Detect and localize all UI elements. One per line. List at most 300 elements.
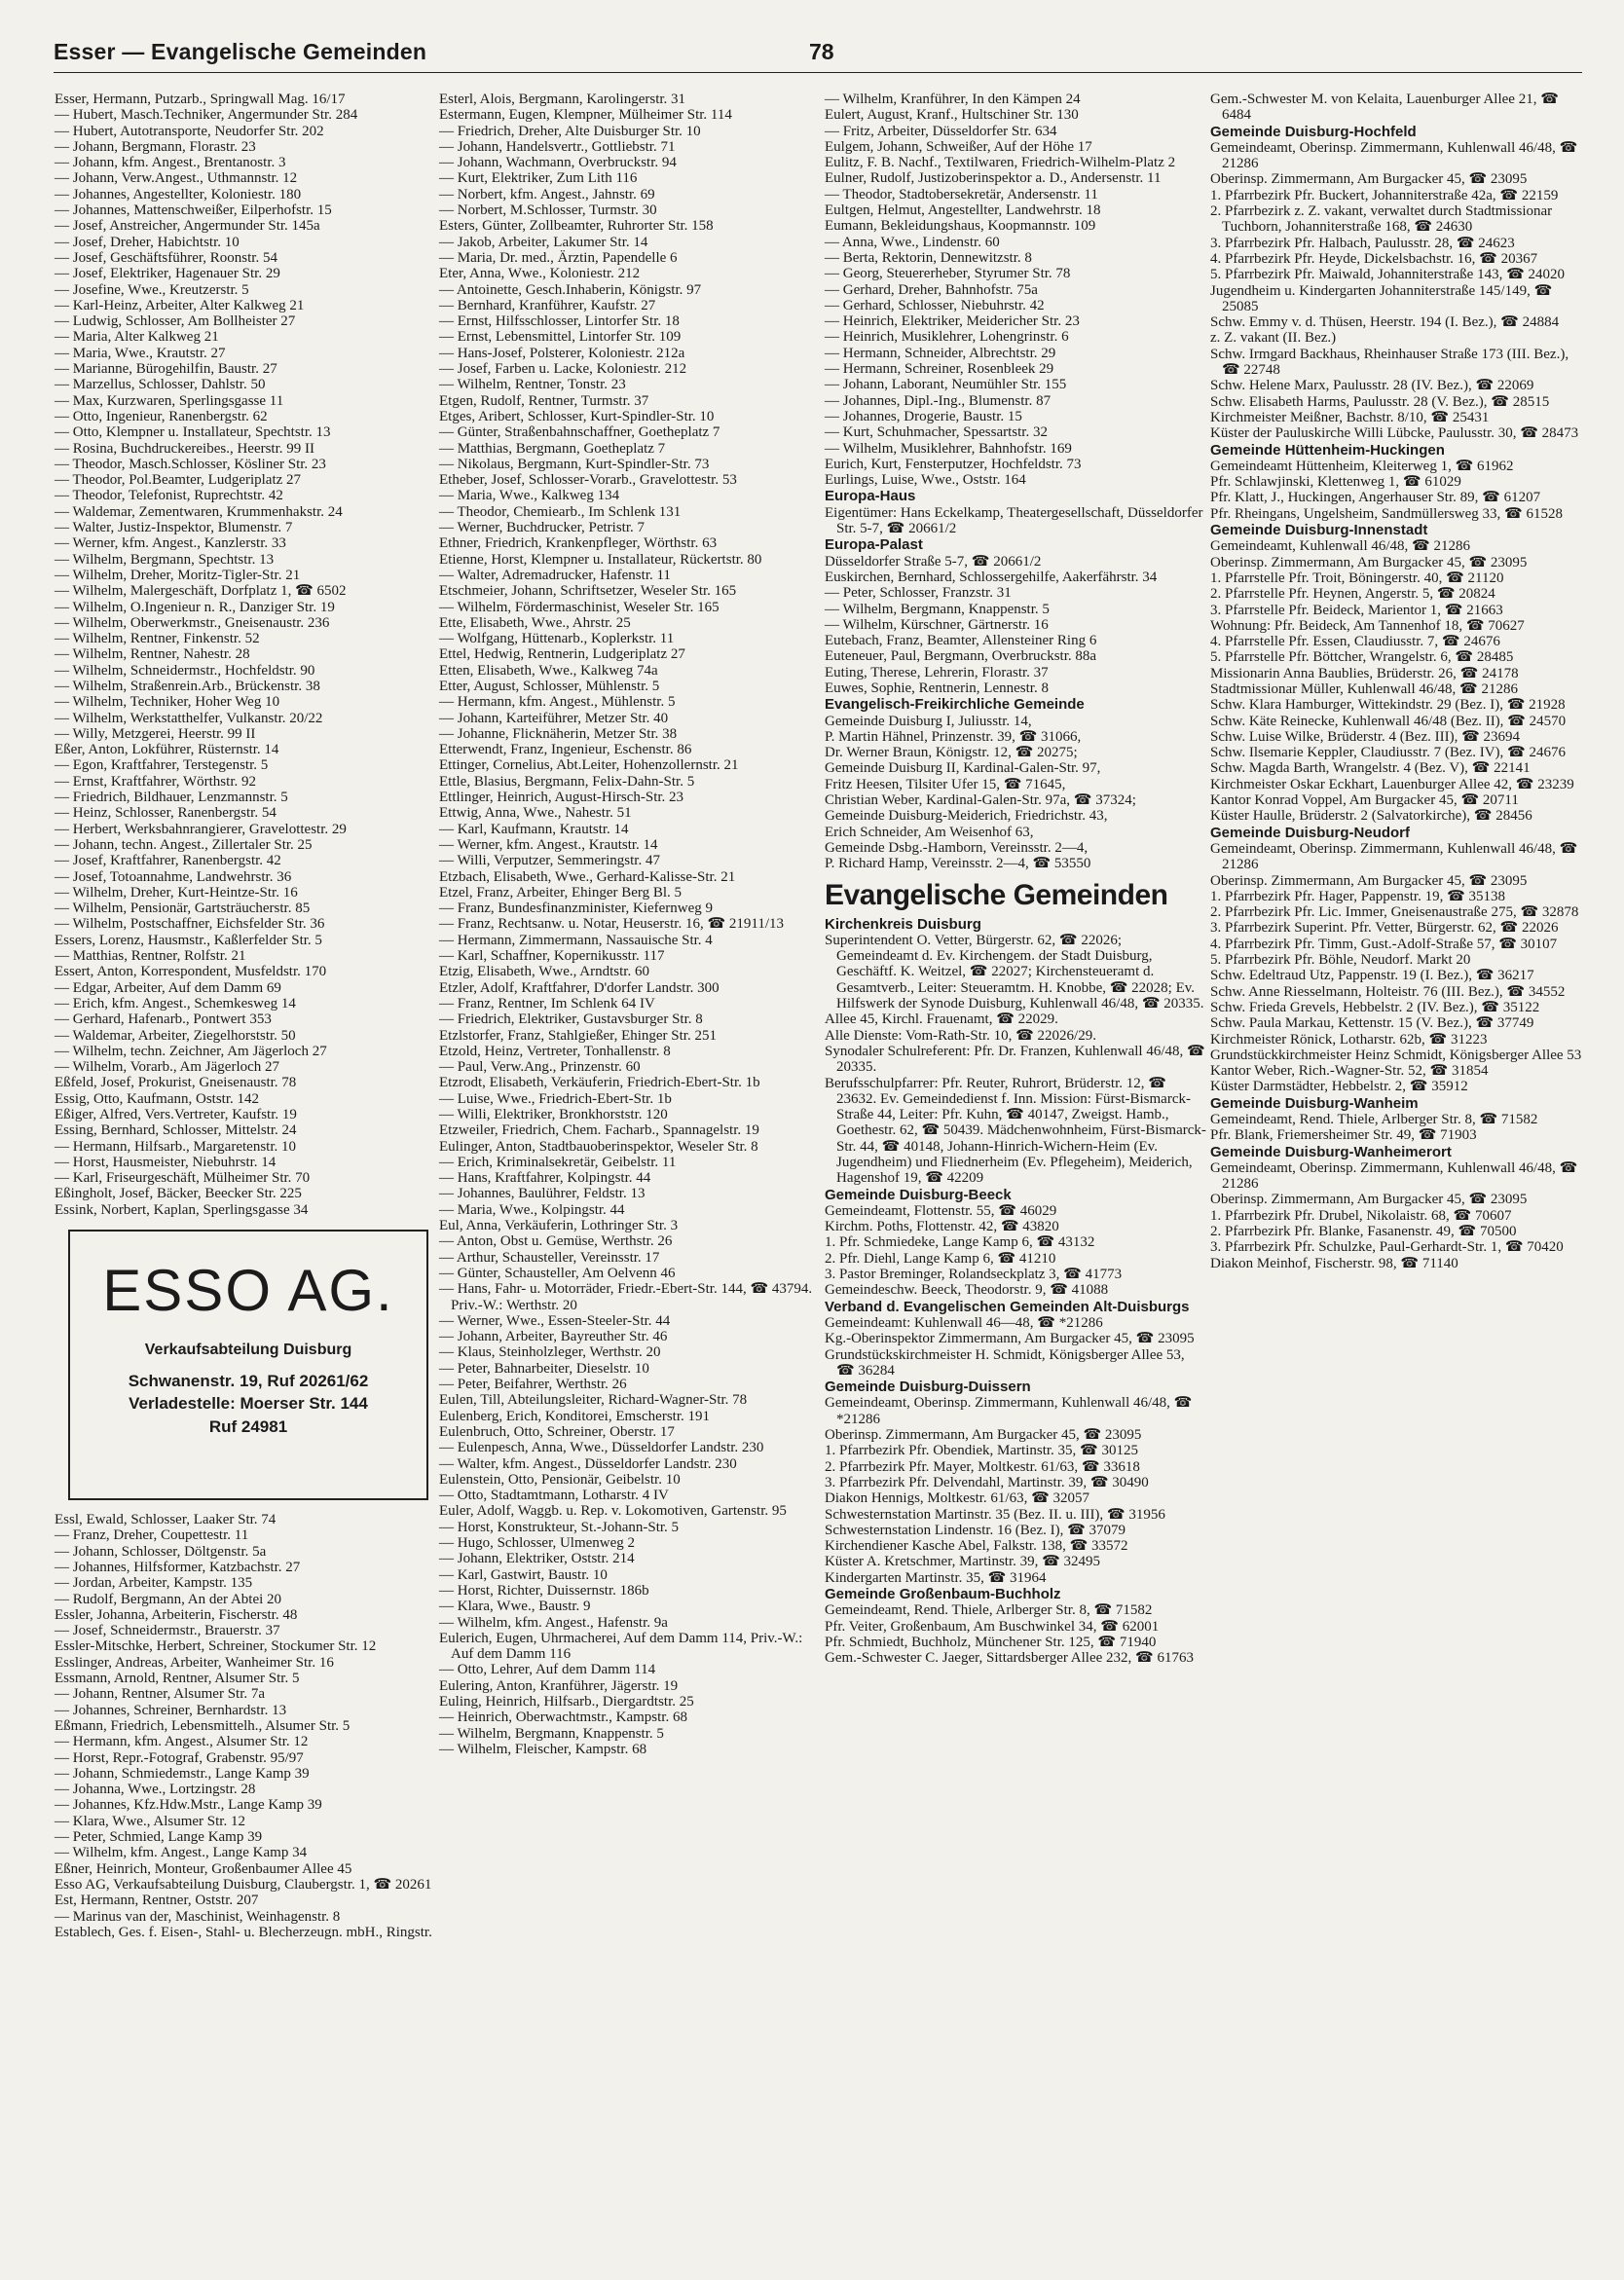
directory-entry: Gemeindeamt, Oberinsp. Zimmermann, Kuhlenwall 46/48, ☎ 21286 (1210, 1159, 1578, 1193)
directory-entry: — Wilhelm, Vorarb., Am Jägerloch 27 (55, 1059, 280, 1076)
directory-entry: Gemeindeamt, Oberinsp. Zimmermann, Kuhlenwall 46/48, ☎ 21286 (1210, 139, 1578, 172)
directory-entry: — Johann, techn. Angest., Zillertaler Str. 25 (55, 836, 313, 853)
directory-entry: Ethner, Friedrich, Krankenpfleger, Wörthstr. 63 (439, 535, 718, 552)
directory-entry: Ettle, Blasius, Bergmann, Felix-Dahn-Str. 5 (439, 773, 695, 790)
directory-entry: — Ernst, Lebensmittel, Lintorfer Str. 109 (439, 329, 682, 346)
directory-entry: — Karl-Heinz, Arbeiter, Alter Kalkweg 21 (55, 297, 305, 313)
section-heading: Gemeinde Duisburg-Innenstadt (1210, 522, 1428, 539)
directory-entry: Etten, Elisabeth, Wwe., Kalkweg 74a (439, 662, 658, 679)
directory-entry: Eultgen, Helmut, Angestellter, Landwehrstr. 18 (825, 202, 1101, 219)
directory-entry: Esslinger, Andreas, Arbeiter, Wanheimer Str. 16 (55, 1654, 334, 1671)
directory-entry: Schw. Magda Barth, Wrangelstr. 4 (Bez. V), ☎ 22141 (1210, 760, 1531, 777)
directory-entry: — Josef, Anstreicher, Angermunder Str. 145a (55, 218, 320, 235)
directory-entry: — Hans-Josef, Polsterer, Koloniestr. 212a (439, 345, 685, 361)
directory-entry: — Werner, kfm. Angest., Krautstr. 14 (439, 836, 658, 853)
directory-entry: Eulner, Rudolf, Justizoberinspektor a. D., Andersenstr. 11 (825, 170, 1162, 187)
directory-entry: — Josef, Elektriker, Hagenauer Str. 29 (55, 266, 280, 282)
directory-entry: — Wilhelm, Kranführer, In den Kämpen 24 (825, 92, 1081, 107)
directory-entry: Etschmeier, Johann, Schriftsetzer, Weseler Str. 165 (439, 583, 737, 600)
directory-entry: Etzold, Heinz, Vertreter, Tonhallenstr. 8 (439, 1043, 671, 1059)
directory-entry: Kirchendiener Kasche Abel, Falkstr. 138, ☎ 33572 (825, 1538, 1128, 1555)
directory-entry: Diakon Hennigs, Moltkestr. 61/63, ☎ 32057 (825, 1490, 1090, 1507)
directory-entry: — Herbert, Werksbahnrangierer, Gravelottestr. 29 (55, 821, 347, 837)
directory-entry: Gemeindeamt, Kuhlenwall 46/48, ☎ 21286 (1210, 538, 1470, 555)
directory-entry: Eul, Anna, Verkäuferin, Lothringer Str. 3 (439, 1218, 679, 1234)
directory-entry: — Edgar, Arbeiter, Auf dem Damm 69 (55, 979, 281, 996)
directory-entry: — Wilhelm, Kürschner, Gärtnerstr. 16 (825, 616, 1049, 633)
esso-advertisement (68, 1230, 428, 1500)
directory-entry: Essert, Anton, Korrespondent, Musfeldstr. 170 (55, 964, 327, 980)
directory-entry: — Peter, Schmied, Lange Kamp 39 (55, 1829, 263, 1846)
directory-entry: Establech, Ges. f. Eisen-, Stahl- u. Blecherzeugn. mbH., Ringstr. (55, 1924, 432, 1940)
directory-entry: — Rosina, Buchdruckereibes., Heerstr. 99 II (55, 440, 315, 457)
directory-entry: — Heinrich, Musiklehrer, Lohengrinstr. 6 (825, 329, 1069, 346)
directory-entry: — Hermann, Hilfsarb., Margaretenstr. 10 (55, 1138, 296, 1155)
directory-entry: Eulinger, Anton, Stadtbauoberinspektor, Weseler Str. 8 (439, 1138, 758, 1155)
directory-entry: — Otto, Klempner u. Installateur, Spechtstr. 13 (55, 424, 331, 441)
directory-entry: 3. Pastor Breminger, Rolandseckplatz 3, ☎ 41773 (825, 1267, 1123, 1283)
directory-entry: 2. Pfarrbezirk Pfr. Mayer, Moltkestr. 61/63, ☎ 33618 (825, 1458, 1140, 1475)
directory-entry: Eßingholt, Josef, Bäcker, Beecker Str. 225 (55, 1186, 302, 1202)
section-heading: Gemeinde Duisburg-Hochfeld (1210, 123, 1417, 140)
directory-entry: — Ernst, Kraftfahrer, Wörthstr. 92 (55, 773, 256, 790)
directory-entry: — Gerhard, Dreher, Bahnhofstr. 75a (825, 281, 1038, 298)
directory-entry: Wohnung: Pfr. Beideck, Am Tannenhof 18, ☎ 70627 (1210, 617, 1525, 634)
directory-entry: — Johannes, Drogerie, Baustr. 15 (825, 408, 1022, 424)
directory-entry: 2. Pfarrbezirk z. Z. vakant, verwaltet durch Stadtmissionar Tuchborn, Johanniterstraße 168, ☎ 24630 (1210, 203, 1553, 236)
directory-entry: — Theodor, Stadtobersekretär, Andersenstr. 11 (825, 186, 1098, 202)
directory-entry: — Werner, Buchdrucker, Petristr. 7 (439, 520, 646, 536)
directory-entry: — Otto, Lehrer, Auf dem Damm 114 (439, 1662, 656, 1678)
directory-entry: — Werner, Wwe., Essen-Steeler-Str. 44 (439, 1312, 671, 1329)
directory-entry: — Waldemar, Arbeiter, Ziegelhorststr. 50 (55, 1027, 296, 1044)
directory-entry: — Johann, Schlosser, Döltgenstr. 5a (55, 1543, 267, 1560)
directory-entry: Pfr. Schlawjinski, Klettenweg 1, ☎ 61029 (1210, 474, 1461, 491)
directory-entry: Gemeinde Dsbg.-Hamborn, Vereinsstr. 2—4, (825, 839, 1089, 856)
directory-entry: Schw. Luise Wilke, Brüderstr. 4 (Bez. III), ☎ 23694 (1210, 728, 1521, 745)
directory-entry: Oberinsp. Zimmermann, Am Burgacker 45, ☎ 23095 (1210, 171, 1528, 188)
directory-entry: 3. Pfarrbezirk Pfr. Schulzke, Paul-Gerhardt-Str. 1, ☎ 70420 (1210, 1239, 1564, 1256)
directory-entry: 1. Pfr. Schmiedeke, Lange Kamp 6, ☎ 43132 (825, 1234, 1095, 1251)
directory-entry: — Franz, Bundesfinanzminister, Kiefernweg 9 (439, 901, 713, 917)
directory-entry: — Klaus, Steinholzleger, Werthstr. 20 (439, 1344, 661, 1361)
column-3 (825, 92, 1206, 1667)
directory-entry: 5. Pfarrstelle Pfr. Böttcher, Wrangelstr. 6, ☎ 28485 (1210, 649, 1514, 666)
directory-entry: — Jordan, Arbeiter, Kampstr. 135 (55, 1575, 253, 1592)
directory-entry: Oberinsp. Zimmermann, Am Burgacker 45, ☎ 23095 (1210, 554, 1528, 570)
directory-entry: — Johann, kfm. Angest., Brentanostr. 3 (55, 155, 286, 171)
directory-entry: Schw. Frieda Grevels, Hebbelstr. 2 (IV. Bez.), ☎ 35122 (1210, 999, 1540, 1015)
directory-entry: — Johannes, Dipl.-Ing., Blumenstr. 87 (825, 392, 1052, 409)
directory-entry: — Willy, Metzgerei, Heerstr. 99 II (55, 725, 256, 742)
directory-entry: — Wilhelm, techn. Zeichner, Am Jägerloch 27 (55, 1043, 327, 1059)
directory-entry: Etter, August, Schlosser, Mühlenstr. 5 (439, 678, 660, 694)
directory-entry: Kindergarten Martinstr. 35, ☎ 31964 (825, 1569, 1047, 1586)
directory-entry: 3. Pfarrbezirk Pfr. Delvendahl, Martinstr. 39, ☎ 30490 (825, 1474, 1149, 1490)
directory-entry: Schw. Klara Hamburger, Wittekindstr. 29 (Bez. I), ☎ 21928 (1210, 697, 1566, 714)
directory-entry: Gemeindeamt Hüttenheim, Kleiterweg 1, ☎ 61962 (1210, 458, 1514, 474)
directory-entry: — Erich, Kriminalsekretär, Geibelstr. 11 (439, 1154, 677, 1170)
directory-entry: — Friedrich, Elektriker, Gustavsburger Str. 8 (439, 1011, 703, 1028)
directory-entry: Eulenbruch, Otto, Schreiner, Oberstr. 17 (439, 1423, 675, 1440)
directory-entry: — Johanne, Flicknäherin, Metzer Str. 38 (439, 725, 678, 742)
directory-entry: 2. Pfr. Diehl, Lange Kamp 6, ☎ 41210 (825, 1250, 1056, 1267)
directory-entry: — Wilhelm, kfm. Angest., Lange Kamp 34 (55, 1845, 308, 1861)
directory-entry: Gem.-Schwester M. von Kelaita, Lauenburger Allee 21, ☎ 6484 (1210, 92, 1559, 124)
directory-entry: — Friedrich, Bildhauer, Lenzmannstr. 5 (55, 790, 288, 806)
directory-entry: Gemeindeamt, Oberinsp. Zimmermann, Kuhlenwall 46/48, ☎ *21286 (825, 1395, 1193, 1427)
directory-entry: Superintendent O. Vetter, Bürgerstr. 62, ☎ 22026; Gemeindeamt d. Ev. Kirchengem. der Stadt Duisburg, Geschäftf. K. Weitzel, ☎ 22027; Kirchensteueramt d. Gesamtverb., Leiter: Steueramtm. H. Knobbe, ☎ 22028; Ev. Hilfswerk der Synode Duisburg, Kuhlenwall 46/48, ☎ 20335. (825, 932, 1204, 1012)
directory-entry: Essing, Bernhard, Schlosser, Mittelstr. 24 (55, 1122, 297, 1139)
page-header (54, 39, 1582, 73)
directory-entry: — Maria, Wwe., Krautstr. 27 (55, 345, 226, 361)
directory-entry: — Ernst, Hilfsschlosser, Lintorfer Str. 18 (439, 313, 680, 330)
directory-entry: — Wilhelm, Bergmann, Knappenstr. 5 (825, 601, 1050, 617)
directory-entry: — Hermann, kfm. Angest., Alsumer Str. 12 (55, 1734, 309, 1750)
directory-entry: — Gerhard, Schlosser, Niebuhrstr. 42 (825, 297, 1045, 313)
directory-entry: Gemeinde Duisburg I, Juliusstr. 14, (825, 713, 1032, 729)
directory-entry: — Josef, Kraftfahrer, Ranenbergstr. 42 (55, 853, 281, 869)
section-heading: Europa-Palast (825, 536, 923, 554)
directory-entry: — Erich, kfm. Angest., Schemkesweg 14 (55, 995, 296, 1011)
ad-department: Verkaufsabteilung Duisburg (144, 1342, 352, 1359)
directory-entry: Etzlstorfer, Franz, Stahlgießer, Ehinger Str. 251 (439, 1027, 717, 1044)
directory-entry: — Johannes, Hilfsformer, Katzbachstr. 27 (55, 1559, 301, 1575)
directory-entry: — Wilhelm, Pensionär, Gartsträucherstr. 85 (55, 901, 311, 917)
directory-entry: 2. Pfarrbezirk Pfr. Blanke, Fasanenstr. 49, ☎ 70500 (1210, 1224, 1517, 1240)
directory-entry: — Kurt, Elektriker, Zum Lith 116 (439, 170, 638, 187)
directory-entry: 3. Pfarrbezirk Pfr. Halbach, Paulusstr. 28, ☎ 24623 (1210, 235, 1515, 251)
directory-entry: Esters, Günter, Zollbeamter, Ruhrorter Str. 158 (439, 218, 714, 235)
directory-entry: — Waldemar, Zementwaren, Krummenhakstr. 24 (55, 503, 343, 520)
directory-entry: — Josefine, Wwe., Kreutzerstr. 5 (55, 281, 249, 298)
directory-entry: — Johann, Laborant, Neumühler Str. 155 (825, 377, 1067, 393)
directory-entry: 1. Pfarrstelle Pfr. Troit, Böningerstr. 40, ☎ 21120 (1210, 570, 1504, 586)
directory-entry: — Johannes, Angestellter, Koloniestr. 180 (55, 186, 302, 202)
directory-entry: — Arthur, Schausteller, Vereinsstr. 17 (439, 1249, 660, 1266)
directory-entry: Pfr. Schmiedt, Buchholz, Münchener Str. 125, ☎ 71940 (825, 1634, 1157, 1650)
directory-entry: — Norbert, kfm. Angest., Jahnstr. 69 (439, 186, 655, 202)
directory-entry: — Johannes, Kfz.Hdw.Mstr., Lange Kamp 39 (55, 1797, 322, 1814)
column-2 (439, 92, 821, 1757)
directory-entry: Euwes, Sophie, Rentnerin, Lennestr. 8 (825, 680, 1049, 696)
directory-entry: Stadtmissionar Müller, Kuhlenwall 46/48, ☎ 21286 (1210, 680, 1518, 697)
directory-entry: Oberinsp. Zimmermann, Am Burgacker 45, ☎ 23095 (1210, 1192, 1528, 1208)
directory-entry: Eßfeld, Josef, Prokurist, Gneisenaustr. 78 (55, 1075, 297, 1091)
directory-entry: — Theodor, Masch.Schlosser, Kösliner Str. 23 (55, 456, 326, 472)
directory-entry: Pfr. Veiter, Großenbaum, Am Buschwinkel 34, ☎ 62001 (825, 1618, 1160, 1635)
directory-entry: — Wilhelm, Techniker, Hoher Weg 10 (55, 694, 280, 711)
directory-entry: Essig, Otto, Kaufmann, Oststr. 142 (55, 1090, 259, 1107)
directory-entry: Eßer, Anton, Lokführer, Rüsternstr. 14 (55, 742, 279, 758)
directory-entry: — Fritz, Arbeiter, Düsseldorfer Str. 634 (825, 123, 1057, 139)
directory-entry: P. Martin Hähnel, Prinzenstr. 39, ☎ 31066, (825, 728, 1082, 745)
directory-entry: Pfr. Blank, Friemersheimer Str. 49, ☎ 71903 (1210, 1127, 1477, 1144)
directory-entry: — Peter, Bahnarbeiter, Dieselstr. 10 (439, 1360, 649, 1377)
directory-entry: Ettel, Hedwig, Rentnerin, Ludgeriplatz 27 (439, 646, 685, 663)
directory-entry: 1. Pfarrbezirk Pfr. Buckert, Johanniterstraße 42a, ☎ 22159 (1210, 187, 1559, 203)
directory-entry: Schw. Helene Marx, Paulusstr. 28 (IV. Bez.), ☎ 22069 (1210, 378, 1534, 394)
directory-entry: — Heinrich, Elektriker, Meidericher Str. 23 (825, 313, 1080, 330)
directory-entry: Missionarin Anna Baublies, Brüderstr. 26, ☎ 24178 (1210, 665, 1519, 681)
directory-entry: Euskirchen, Bernhard, Schlossergehilfe, Aakerfährstr. 34 (825, 569, 1158, 585)
directory-entry: — Horst, Konstrukteur, St.-Johann-Str. 5 (439, 1519, 680, 1535)
directory-entry: — Wilhelm, Rentner, Tonstr. 23 (439, 377, 626, 393)
column-1 (55, 92, 436, 1940)
directory-entry: Eulitz, F. B. Nachf., Textilwaren, Friedrich-Wilhelm-Platz 2 (825, 155, 1176, 171)
directory-entry: Schw. Irmgard Backhaus, Rheinhauser Straße 173 (III. Bez.), ☎ 22748 (1210, 346, 1569, 379)
directory-entry: Etienne, Horst, Klempner u. Installateur, Rückertstr. 80 (439, 551, 762, 568)
directory-entry: Est, Hermann, Rentner, Oststr. 207 (55, 1893, 259, 1909)
directory-entry: Etgen, Rudolf, Rentner, Turmstr. 37 (439, 392, 649, 409)
running-head: Esser — Evangelische Gemeinden (54, 39, 427, 64)
section-heading: Gemeinde Duisburg-Beeck (825, 1186, 1012, 1203)
directory-entry: Ette, Elisabeth, Wwe., Ahrstr. 25 (439, 614, 631, 631)
directory-entry: — Hermann, Schreiner, Rosenbleek 29 (825, 361, 1054, 378)
directory-entry: — Egon, Kraftfahrer, Terstegenstr. 5 (55, 757, 269, 774)
directory-entry: — Friedrich, Dreher, Alte Duisburger Str. 10 (439, 123, 701, 139)
ad-brand: ESSO AG. (102, 1258, 394, 1324)
directory-entry: — Peter, Schlosser, Franzstr. 31 (825, 585, 1012, 602)
page-number: 78 (809, 39, 834, 64)
main-section-heading: Evangelische Gemeinden (825, 878, 1168, 911)
directory-entry: Ettwig, Anna, Wwe., Nahestr. 51 (439, 805, 632, 822)
directory-entry: Kirchmeister Oskar Eckhart, Lauenburger Allee 42, ☎ 23239 (1210, 776, 1574, 792)
directory-entry: Kirchmeister Meißner, Bachstr. 8/10, ☎ 25431 (1210, 409, 1490, 425)
directory-entry: — Paul, Verw.Ang., Prinzenstr. 60 (439, 1059, 641, 1076)
directory-entry: Kantor Weber, Rich.-Wagner-Str. 52, ☎ 31854 (1210, 1063, 1489, 1080)
directory-entry: — Marzellus, Schlosser, Dahlstr. 50 (55, 377, 266, 393)
directory-entry: — Maria, Wwe., Kolpingstr. 44 (439, 1201, 625, 1218)
directory-entry: Esser, Hermann, Putzarb., Springwall Mag. 16/17 (55, 92, 346, 107)
directory-entry: Christian Weber, Kardinal-Galen-Str. 97a, ☎ 37324; (825, 792, 1136, 809)
directory-entry: Schw. Käte Reinecke, Kuhlenwall 46/48 (Bez. II), ☎ 24570 (1210, 713, 1567, 729)
directory-entry: Schw. Ilsemarie Keppler, Claudiusstr. 7 (Bez. IV), ☎ 24676 (1210, 745, 1566, 761)
directory-entry: Eßmann, Friedrich, Lebensmittelh., Alsumer Str. 5 (55, 1717, 351, 1734)
directory-entry: — Günter, Schausteller, Am Oelvenn 46 (439, 1265, 676, 1281)
directory-entry: — Horst, Hausmeister, Niebuhrstr. 14 (55, 1154, 277, 1170)
directory-entry: Kg.-Oberinspektor Zimmermann, Am Burgacker 45, ☎ 23095 (825, 1331, 1195, 1347)
directory-entry: — Wilhelm, Fördermaschinist, Weseler Str. 165 (439, 599, 720, 615)
directory-entry: Etzbach, Elisabeth, Wwe., Gerhard-Kalisse-Str. 21 (439, 868, 736, 885)
ad-address-line: Schwanenstr. 19, Ruf 20261/62 (128, 1372, 369, 1391)
directory-entry: — Walter, Adremadrucker, Hafenstr. 11 (439, 567, 671, 583)
directory-entry: 5. Pfarrbezirk Pfr. Maiwald, Johanniterstraße 143, ☎ 24020 (1210, 267, 1566, 283)
column-1-entries-bottom (55, 1512, 436, 1940)
directory-entry: — Hans, Fahr- u. Motorräder, Friedr.-Ebert-Str. 144, ☎ 43794. Priv.-W.: Werthstr. 20 (439, 1281, 813, 1313)
directory-entry: — Heinz, Schlosser, Ranenbergstr. 54 (55, 805, 277, 822)
directory-entry: — Johann, Bergmann, Florastr. 23 (55, 138, 256, 155)
directory-entry: — Karl, Gastwirt, Baustr. 10 (439, 1566, 608, 1583)
directory-entry: Gemeindeamt, Rend. Thiele, Arlberger Str. 8, ☎ 71582 (825, 1602, 1153, 1619)
directory-entry: z. Z. vakant (II. Bez.) (1210, 330, 1337, 347)
directory-entry: — Wilhelm, Dreher, Kurt-Heintze-Str. 16 (55, 884, 298, 901)
directory-entry: — Wilhelm, Bergmann, Spechtstr. 13 (55, 551, 275, 568)
directory-entry: Etzig, Elisabeth, Wwe., Arndtstr. 60 (439, 964, 649, 980)
directory-entry: Eßner, Heinrich, Monteur, Großenbaumer Allee 45 (55, 1860, 352, 1877)
directory-entry: Berufsschulpfarrer: Pfr. Reuter, Ruhrort, Brüderstr. 12, ☎ 23632. Ev. Gemeindedienst f. Inn. Mission: Fürst-Bismarck-Straße 44, Leiter: Pfr. Kuhn, ☎ 40147, Zweigst. Hamb., Goethestr. 62, ☎ 50439. Mädchenwohnheim, Fürst-Bismarck-Str. 44, ☎ 40148, Johann-Hinrich-Wichern-Heim (Ev. Jugendheim) und Fliednerheim (Ev. Pflegeheim), Meiderich, Hagenshof 19, ☎ 42209 (825, 1075, 1206, 1187)
directory-entry: Oberinsp. Zimmermann, Am Burgacker 45, ☎ 23095 (825, 1427, 1142, 1444)
directory-entry: Eumann, Bekleidungshaus, Koopmannstr. 109 (825, 218, 1096, 235)
directory-entry: — Gerhard, Hafenarb., Pontwert 353 (55, 1011, 272, 1028)
directory-entry: Eter, Anna, Wwe., Koloniestr. 212 (439, 266, 641, 282)
directory-entry: Gemeindeamt: Kuhlenwall 46—48, ☎ *21286 (825, 1314, 1103, 1331)
directory-entry: — Wolfgang, Hüttenarb., Koplerkstr. 11 (439, 631, 675, 647)
directory-entry: — Walter, kfm. Angest., Düsseldorfer Landstr. 230 (439, 1455, 737, 1472)
section-heading: Evangelisch-Freikirchliche Gemeinde (825, 696, 1085, 714)
directory-entry: — Wilhelm, Bergmann, Knappenstr. 5 (439, 1725, 664, 1742)
directory-entry: Düsseldorfer Straße 5-7, ☎ 20661/2 (825, 553, 1042, 570)
directory-entry: — Karl, Friseurgeschäft, Mülheimer Str. 70 (55, 1170, 311, 1187)
directory-entry: — Eulenpesch, Anna, Wwe., Düsseldorfer Landstr. 230 (439, 1440, 764, 1456)
directory-entry: Schwesternstation Lindenstr. 16 (Bez. I), ☎ 37079 (825, 1522, 1126, 1538)
directory-entry: — Hermann, Schneider, Albrechtstr. 29 (825, 345, 1056, 361)
directory-entry: Schw. Anne Riesselmann, Holteistr. 76 (III. Bez.), ☎ 34552 (1210, 983, 1566, 1000)
section-heading: Gemeinde Duisburg-Neudorf (1210, 824, 1411, 841)
directory-entry: Schwesternstation Martinstr. 35 (Bez. II. u. III), ☎ 31956 (825, 1506, 1165, 1523)
directory-entry: — Willi, Elektriker, Bronkhorststr. 120 (439, 1107, 668, 1122)
directory-entry: — Hans, Kraftfahrer, Kolpingstr. 44 (439, 1170, 651, 1187)
directory-entry: — Johann, Rentner, Alsumer Str. 7a (55, 1686, 266, 1703)
ad-phone: Ruf 24981 (208, 1416, 288, 1436)
section-heading: Gemeinde Duisburg-Wanheim (1210, 1094, 1419, 1112)
directory-entry: — Klara, Wwe., Alsumer Str. 12 (55, 1813, 245, 1829)
directory-entry: Pfr. Rheingans, Ungelsheim, Sandmüllersweg 33, ☎ 61528 (1210, 505, 1563, 522)
directory-entry: P. Richard Hamp, Vereinsstr. 2—4, ☎ 53550 (825, 856, 1091, 872)
directory-entry: Etzrodt, Elisabeth, Verkäuferin, Friedrich-Ebert-Str. 1b (439, 1075, 760, 1091)
directory-entry: — Kurt, Schuhmacher, Spessartstr. 32 (825, 424, 1048, 441)
directory-entry: Küster Haulle, Brüderstr. 2 (Salvatorkirche), ☎ 28456 (1210, 808, 1532, 825)
directory-entry: Jugendheim u. Kindergarten Johanniterstraße 145/149, ☎ 25085 (1210, 282, 1553, 314)
directory-entry: — Theodor, Telefonist, Ruprechtstr. 42 (55, 488, 283, 504)
directory-entry: — Wilhelm, Postschaffner, Eichsfelder Str. 36 (55, 916, 325, 933)
directory-entry: Dr. Werner Braun, Königstr. 12, ☎ 20275; (825, 745, 1078, 761)
directory-entry: 3. Pfarrstelle Pfr. Beideck, Marientor 1, ☎ 21663 (1210, 602, 1503, 618)
directory-entry: — Josef, Schneidermstr., Brauerstr. 37 (55, 1623, 280, 1639)
directory-entry: Alle Dienste: Vom-Rath-Str. 10, ☎ 22026/29. (825, 1027, 1096, 1044)
directory-entry: Allee 45, Kirchl. Frauenamt, ☎ 22029. (825, 1011, 1058, 1028)
directory-entry: — Josef, Farben u. Lacke, Koloniestr. 212 (439, 361, 687, 378)
directory-entry: Erich Schneider, Am Weisenhof 63, (825, 824, 1034, 840)
section-heading: Gemeinde Duisburg-Wanheimerort (1210, 1143, 1452, 1160)
directory-entry: — Johann, Karteiführer, Metzer Str. 40 (439, 710, 669, 726)
directory-entry: — Anna, Wwe., Lindenstr. 60 (825, 234, 1000, 250)
directory-entry: 3. Pfarrbezirk Superint. Pfr. Vetter, Bürgerstr. 62, ☎ 22026 (1210, 920, 1559, 937)
section-heading: Verband d. Evangelischen Gemeinden Alt-Duisburgs (825, 1298, 1190, 1315)
directory-entry: Grundstückskirchmeister H. Schmidt, Königsberger Allee 53, ☎ 36284 (825, 1346, 1185, 1379)
directory-entry: Schw. Elisabeth Harms, Paulusstr. 28 (V. Bez.), ☎ 28515 (1210, 393, 1550, 410)
directory-entry: — Hubert, Autotransporte, Neudorfer Str. 202 (55, 123, 324, 139)
directory-entry: — Hubert, Masch.Techniker, Angermunder Str. 284 (55, 107, 358, 124)
directory-entry: 5. Pfarrbezirk Pfr. Böhle, Neudorf. Markt 20 (1210, 952, 1471, 969)
directory-entry: Grundstückkirchmeister Heinz Schmidt, Königsberger Allee 53 (1210, 1047, 1582, 1063)
directory-entry: — Wilhelm, O.Ingenieur n. R., Danziger Str. 19 (55, 599, 335, 615)
directory-entry: Küster A. Kretschmer, Martinstr. 39, ☎ 32495 (825, 1554, 1101, 1570)
section-heading: Gemeinde Hüttenheim-Huckingen (1210, 441, 1445, 459)
directory-entry: 4. Pfarrbezirk Pfr. Heyde, Dickelsbachstr. 16, ☎ 20367 (1210, 250, 1538, 267)
directory-entry: Diakon Meinhof, Fischerstr. 98, ☎ 71140 (1210, 1255, 1458, 1271)
column-2-entries (439, 92, 821, 1757)
directory-entry: — Wilhelm, Schneidermstr., Hochfeldstr. 90 (55, 662, 315, 679)
column-3-entries (825, 92, 1206, 1667)
directory-entry: 1. Pfarrbezirk Pfr. Hager, Pappenstr. 19, ☎ 35138 (1210, 888, 1506, 904)
directory-entry: — Johannes, Schreiner, Bernhardstr. 13 (55, 1702, 287, 1718)
directory-entry: — Johann, Schmiedemstr., Lange Kamp 39 (55, 1765, 310, 1782)
directory-entry: — Johannes, Mattenschweißer, Eilperhofstr. 15 (55, 202, 332, 219)
directory-entry: — Johann, Verw.Angest., Uthmannstr. 12 (55, 170, 298, 187)
directory-entry: Euting, Therese, Lehrerin, Florastr. 37 (825, 664, 1049, 680)
directory-entry: Synodaler Schulreferent: Pfr. Dr. Franzen, Kuhlenwall 46/48, ☎ 20335. (825, 1043, 1205, 1076)
directory-entry: Essler-Mitschke, Herbert, Schreiner, Stockumer Str. 12 (55, 1638, 377, 1655)
directory-entry: Eßiger, Alfred, Vers.Vertreter, Kaufstr. 19 (55, 1107, 297, 1122)
directory-entry: — Klara, Wwe., Baustr. 9 (439, 1599, 591, 1615)
directory-entry: — Marianne, Bürogehilfin, Baustr. 27 (55, 361, 277, 378)
directory-entry: 2. Pfarrstelle Pfr. Heynen, Angerstr. 5, ☎ 20824 (1210, 586, 1495, 603)
directory-entry: — Matthias, Bergmann, Goetheplatz 7 (439, 440, 666, 457)
directory-entry: Essl, Ewald, Schlosser, Laaker Str. 74 (55, 1512, 277, 1528)
directory-entry: Gemeinde Duisburg-Meiderich, Friedrichstr. 43, (825, 808, 1108, 825)
directory-entry: — Wilhelm, kfm. Angest., Hafenstr. 9a (439, 1614, 668, 1631)
directory-entry: Schw. Emmy v. d. Thüsen, Heerstr. 194 (I. Bez.), ☎ 24884 (1210, 314, 1560, 331)
directory-entry: Eurich, Kurt, Fensterputzer, Hochfeldstr. 73 (825, 456, 1082, 472)
section-heading: Europa-Haus (825, 488, 916, 505)
directory-entry: Küster Darmstädter, Hebbelstr. 2, ☎ 35912 (1210, 1079, 1468, 1095)
directory-entry: — Anton, Obst u. Gemüse, Werthstr. 26 (439, 1233, 673, 1250)
directory-entry: — Wilhelm, Werkstatthelfer, Vulkanstr. 20/22 (55, 710, 323, 726)
directory-entry: — Hermann, Zimmermann, Nassauische Str. 4 (439, 932, 713, 948)
directory-entry: Eulen, Till, Abteilungsleiter, Richard-Wagner-Str. 78 (439, 1392, 748, 1409)
directory-entry: Etges, Aribert, Schlosser, Kurt-Spindler-Str. 10 (439, 408, 715, 424)
directory-entry: Gemeindeschw. Beeck, Theodorstr. 9, ☎ 41088 (825, 1282, 1109, 1299)
directory-entry: Eutebach, Franz, Beamter, Allensteiner Ring 6 (825, 633, 1097, 649)
directory-entry: — Wilhelm, Dreher, Moritz-Tigler-Str. 21 (55, 567, 301, 583)
directory-entry: — Rudolf, Bergmann, An der Abtei 20 (55, 1591, 282, 1607)
directory-entry: — Berta, Rektorin, Dennewitzstr. 8 (825, 249, 1032, 266)
directory-entry: — Franz, Rentner, Im Schlenk 64 IV (439, 995, 655, 1011)
directory-entry: Etterwendt, Franz, Ingenieur, Eschenstr. 86 (439, 742, 692, 758)
directory-entry: Gemeindeamt, Flottenstr. 55, ☎ 46029 (825, 1202, 1057, 1219)
directory-entry: — Johann, Handelsvertr., Gottliebstr. 71 (439, 138, 676, 155)
directory-entry: Eulert, August, Kranf., Hultschiner Str. 130 (825, 107, 1079, 124)
directory-entry: 1. Pfarrbezirk Pfr. Obendiek, Martinstr. 35, ☎ 30125 (825, 1443, 1138, 1459)
directory-entry: Essink, Norbert, Kaplan, Sperlingsgasse 34 (55, 1201, 309, 1218)
directory-entry: — Josef, Geschäftsführer, Roonstr. 54 (55, 249, 277, 266)
directory-entry: — Maria, Wwe., Kalkweg 134 (439, 488, 620, 504)
directory-entry: — Wilhelm, Rentner, Nahestr. 28 (55, 646, 250, 663)
directory-entry: Eulgem, Johann, Schweißer, Auf der Höhe 17 (825, 138, 1092, 155)
directory-entry: Gemeinde Duisburg II, Kardinal-Galen-Str. 97, (825, 760, 1101, 777)
directory-entry: — Ludwig, Schlosser, Am Bollheister 27 (55, 313, 296, 330)
directory-entry: — Franz, Dreher, Coupettestr. 11 (55, 1527, 249, 1544)
directory-entry: — Luise, Wwe., Friedrich-Ebert-Str. 1b (439, 1090, 672, 1107)
directory-entry: Etzel, Franz, Arbeiter, Ehinger Berg Bl. 5 (439, 884, 683, 901)
directory-entry: — Wilhelm, Oberwerkmstr., Gneisenaustr. 236 (55, 614, 330, 631)
directory-entry: — Horst, Richter, Duissernstr. 186b (439, 1582, 649, 1599)
directory-entry: Etzweiler, Friedrich, Chem. Facharb., Spannagelstr. 19 (439, 1122, 759, 1139)
ad-loading-line: Verladestelle: Moerser Str. 144 (129, 1393, 368, 1413)
directory-entry: — Johann, Arbeiter, Bayreuther Str. 46 (439, 1329, 668, 1345)
directory-entry: Ettinger, Cornelius, Abt.Leiter, Hohenzollernstr. 21 (439, 757, 739, 774)
directory-entry: — Theodor, Chemiearb., Im Schlenk 131 (439, 503, 682, 520)
directory-entry: — Norbert, M.Schlosser, Turmstr. 30 (439, 202, 657, 219)
directory-entry: Eigentümer: Hans Eckelkamp, Theatergesellschaft, Düsseldorfer Str. 5-7, ☎ 20661/2 (825, 504, 1203, 537)
directory-entry: — Maria, Alter Kalkweg 21 (55, 329, 219, 346)
directory-entry: Kantor Konrad Voppel, Am Burgacker 45, ☎ 20711 (1210, 792, 1519, 809)
directory-entry: — Max, Kurzwaren, Sperlingsgasse 11 (55, 392, 284, 409)
directory-entry: Eulerich, Eugen, Uhrmacherei, Auf dem Damm 114, Priv.-W.: Auf dem Damm 116 (439, 1630, 803, 1663)
directory-entry: Eulenberg, Erich, Konditorei, Emscherstr. 191 (439, 1408, 710, 1424)
directory-entry: — Wilhelm, Straßenrein.Arb., Brückenstr. 38 (55, 678, 320, 694)
